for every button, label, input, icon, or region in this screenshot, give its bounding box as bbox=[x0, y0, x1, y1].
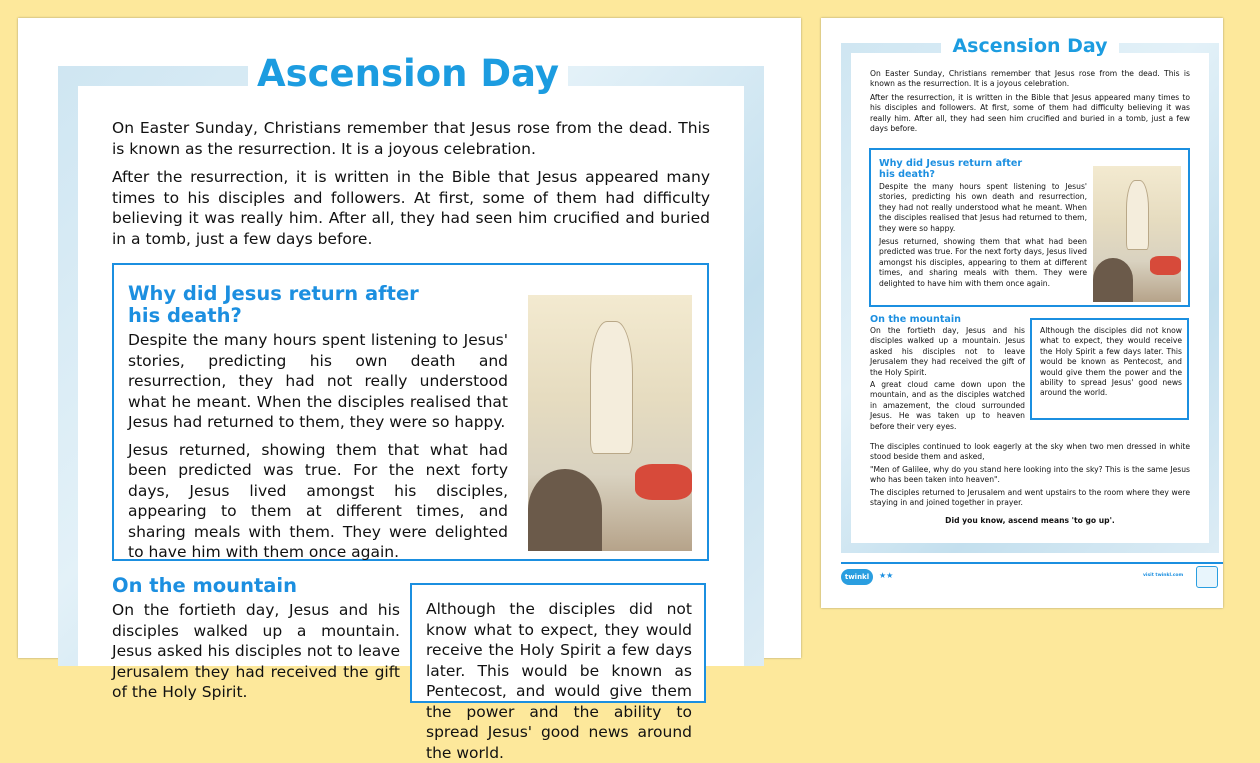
ascension-illustration bbox=[528, 295, 692, 551]
why-box bbox=[112, 263, 709, 561]
intro-text bbox=[112, 118, 710, 249]
twinkl-logo: twinkl bbox=[841, 569, 873, 585]
mountain-paragraph: On the fortieth day, Jesus and his disciples walked up a mountain. Jesus asked his disciples not to leave Jerusalem they had received the gift of the Holy Spirit. bbox=[112, 601, 400, 701]
why-heading: Why did Jesus return after his death? bbox=[879, 158, 1023, 180]
footer-divider bbox=[841, 562, 1223, 564]
ascension-illustration bbox=[1093, 166, 1181, 302]
intro-paragraph: After the resurrection, it is written in the Bible that Jesus appeared many times to his disciples and followers. At first, some of them had difficulty believing it was really him. After all, they had seen him crucified and buried in a tomb, just a few days before. bbox=[112, 168, 710, 248]
mountain-paragraph: On the fortieth day, Jesus and his disciples walked up a mountain. Jesus asked his disciples not to leave Jerusalem they had received the gift of the Holy Spirit. bbox=[870, 326, 1025, 377]
mountain-section bbox=[112, 574, 400, 703]
intro-text bbox=[870, 69, 1190, 134]
mountain-continued bbox=[870, 442, 1190, 527]
intro-paragraph: On Easter Sunday, Christians remember that Jesus rose from the dead. This is known as the resurrection. It is a joyous celebration. bbox=[870, 69, 1190, 89]
pentecost-box bbox=[1030, 318, 1189, 420]
intro-paragraph: On Easter Sunday, Christians remember that Jesus rose from the dead. This is known as the resurrection. It is a joyous celebration. bbox=[112, 119, 710, 158]
pentecost-text: Although the disciples did not know what to expect, they would receive the Holy Spirit a few days later. This would be known as Pentecost, and would give them the power and the ability to spread Jesus' good news around the world. bbox=[426, 600, 692, 762]
pentecost-text: Although the disciples did not know what to expect, they would receive the Holy Spirit a few days later. This would be known as Pentecost, and would give them the power and the ability to spread Jesus' good news around the world. bbox=[1040, 326, 1182, 398]
why-paragraph: Despite the many hours spent listening to Jesus' stories, predicting his own death and resurrection, they had not really understood what he meant. When the disciples realised that Jesus had returned to them, they were so happy. bbox=[879, 182, 1087, 233]
why-paragraph: Jesus returned, showing them that what had been predicted was true. For the next forty days, Jesus lived amongst his disciples, appearing to them at different times, and sharing meals with them. They were delighted to have him with them once again. bbox=[128, 440, 508, 561]
mountain-section bbox=[870, 314, 1025, 432]
mountain-paragraph: "Men of Galilee, why do you stand here looking into the sky? This is the same Jesus who has been taken into heaven". bbox=[870, 464, 1190, 485]
mountain-paragraph: A great cloud came down upon the mountain, and as the disciples watched in amazement, the cloud surrounded Jesus. He was taken up to heaven before their very eyes. bbox=[870, 380, 1025, 431]
mountain-heading: On the mountain bbox=[112, 574, 297, 597]
why-paragraph: Despite the many hours spent listening to Jesus' stories, predicting his own death and resurrection, they had not really understood what he meant. When the disciples realised that Jesus had returned to them, they were so happy. bbox=[128, 331, 508, 431]
page-preview-large bbox=[18, 18, 801, 762]
page-preview-full bbox=[821, 18, 1223, 608]
intro-paragraph: After the resurrection, it is written in the Bible that Jesus appeared many times to his disciples and followers. At first, some of them had difficulty believing it was really him. After all, they had seen him crucified and buried in a tomb, just a few days before. bbox=[870, 92, 1190, 134]
rating-stars: ★★ bbox=[879, 571, 894, 580]
page-title: Ascension Day bbox=[248, 48, 568, 100]
mountain-paragraph: The disciples continued to look eagerly at the sky when two men dressed in white stood beside them and asked, bbox=[870, 442, 1190, 462]
quality-badge-icon bbox=[1196, 566, 1218, 588]
why-box bbox=[869, 148, 1190, 307]
mountain-paragraph: The disciples returned to Jerusalem and went upstairs to the room where they were staying in and joined together in prayer. bbox=[870, 487, 1190, 508]
why-paragraph: Jesus returned, showing them that what had been predicted was true. For the next forty days, Jesus lived amongst his disciples, appearing to them at different times, and sharing meals with them. They were delighted to have him with them once again. bbox=[879, 237, 1087, 288]
pentecost-box bbox=[410, 583, 706, 762]
visit-link[interactable]: visit twinkl.com bbox=[1143, 573, 1184, 578]
why-heading: Why did Jesus return after his death? bbox=[128, 282, 419, 327]
did-you-know: Did you know, ascend means 'to go up'. bbox=[945, 516, 1115, 526]
mountain-heading: On the mountain bbox=[870, 314, 962, 325]
page-title: Ascension Day bbox=[941, 32, 1119, 60]
